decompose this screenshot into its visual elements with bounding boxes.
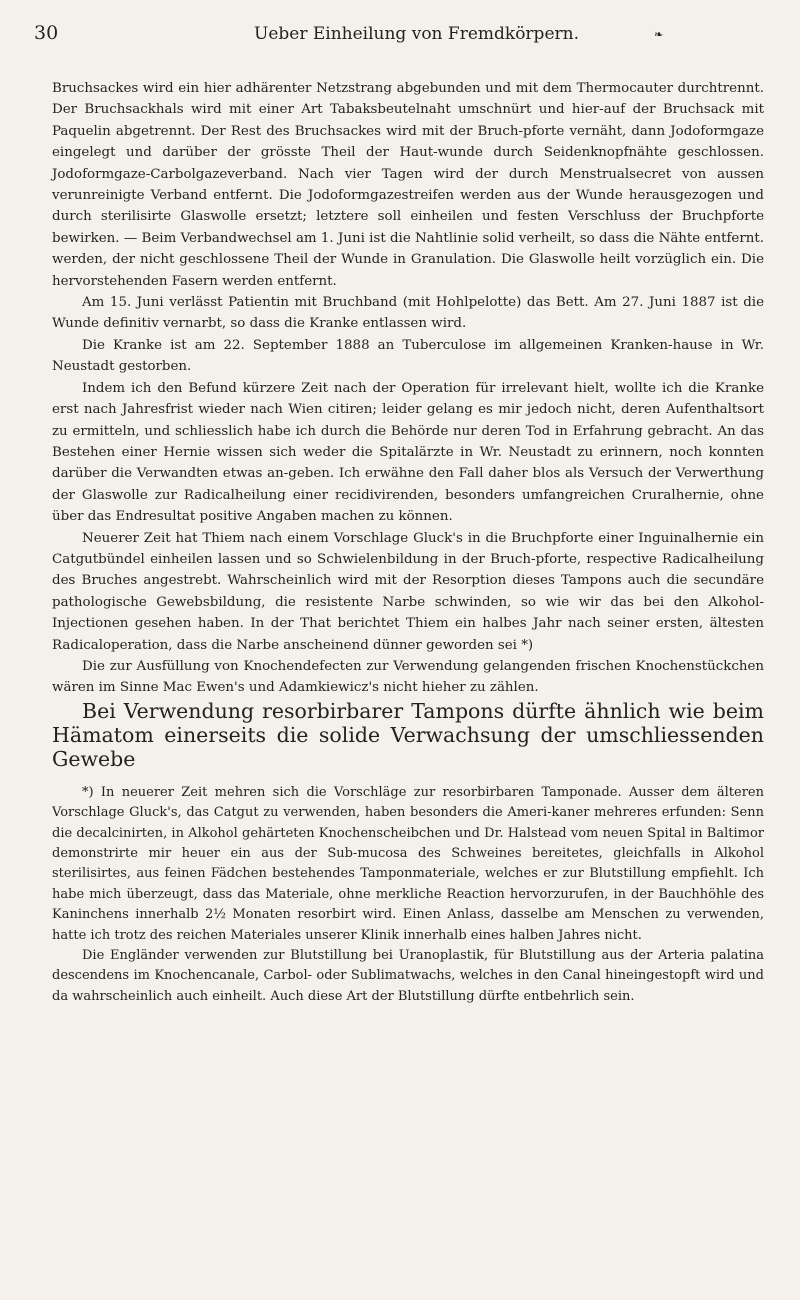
ornament-icon: ❧ xyxy=(654,28,664,41)
footnote: Die Engländer verwenden zur Blutstillung bei Uranoplastik, für Blutstillung aus der Arteria palatina descendens im Knochencanale, Carbol- oder Sublimatwachs, welches in den Canal hineingestopft wird und da wahrscheinlich auch einheilt. Auch diese Art der Blutstillung dürfte entbehrlich sein. xyxy=(52,948,764,1004)
paragraph: Die zur Ausfüllung von Knochendefecten zur Verwendung gelangenden frischen Knochenstückchen wären im Sinne Mac Ewen's und Adamkiewicz's nicht hieher zu zählen. xyxy=(52,658,764,696)
paragraph: Indem ich den Befund kürzere Zeit nach der Operation für irrelevant hielt, wollte ich die Kranke erst nach Jahresfrist wieder nach Wien citiren; leider gelang es mir jedoch nicht, deren Aufenthaltsort zu ermitteln, und schliesslich habe ich durch die Behörde nur deren Tod in Erfahrung gebracht. An das Bestehen einer Hernie wissen sich weder die Spitalärzte in Wr. Neustadt zu erinnern, noch konnten darüber die Verwandten etwas an-geben. Ich erwähne den Fall daher blos als Versuch der Verwerthung der Glaswolle zur Radicalheilung einer recidivirenden, besonders umfangreichen Cruralhernie, ohne über das Endresultat positive Angaben machen zu können. xyxy=(52,380,764,525)
paragraph: Am 15. Juni verlässt Patientin mit Bruchband (mit Hohlpelotte) das Bett. Am 27. Juni 1887 ist die Wunde definitiv vernarbt, so dass die Kranke entlassen wird. xyxy=(52,295,764,332)
large-type-paragraph: Bei Verwendung resorbirbarer Tampons dürfte ähnlich wie beim Hämatom einerseits die solide Verwachsung der umschliessenden Gewebe xyxy=(52,698,764,771)
footnote: *) In neuerer Zeit mehren sich die Vorschläge zur resorbirbaren Tamponade. Ausser dem älteren Vorschlage Gluck's, das Catgut zu verwenden, haben besonders die Ameri-kaner mehreres erfunden: Senn die decalcinirten, in Alkohol gehärteten Knochenscheibchen und Dr. Halstead vom neuen Spital in Baltimor demonstrirte mir heuer ein aus der Sub-mucosa des Schweines bereitetes, gleichfalls in Alkohol sterilisirtes, aus feinen Fädchen bestehendes Tamponmateriale, welches er zur Blutstillung empfiehlt. Ich habe mich überzeugt, dass das Materiale, ohne merkliche Reaction hervorzurufen, in der Bauchhöhle des Kaninchens innerhalb 2½ Monaten resorbirt wird. Einen Anlass, dasselbe am Menschen zu verwenden, hatte ich trotz des reichen Materiales unserer Klinik innerhalb eines halben Jahres nicht. xyxy=(52,784,764,943)
page-header xyxy=(34,22,754,52)
body-text xyxy=(52,78,764,1007)
paragraph: Bruchsackes wird ein hier adhärenter Netzstrang abgebunden und mit dem Thermocauter durchtrennt. Der Bruchsackhals wird mit einer Art Tabaksbeutelnaht umschnürt und hier-auf der Bruchsack mit Paquelin abgetrennt. Der Rest des Bruchsackes wird mit der Bruch-pforte vernäht, dann Jodoformgaze eingelegt und darüber der grösste Theil der Haut-wunde durch Seidenknopfnähte geschlossen. Jodoformgaze-Carbolgazeverband. Nach vier Tagen wird der durch Menstrualsecret von aussen verunreinigte Verband entfernt. Die Jodoformgazestreifen werden aus der Wunde herausgezogen und durch sterilisirte Glaswolle ersetzt; letztere soll einheilen und festen Verschluss der Bruchpforte bewirken. — Beim Verbandwechsel am 1. Juni ist die Nahtlinie solid verheilt, so dass die Nähte entfernt. werden, der nicht geschlossene Theil der Wunde in Granulation. Die Glaswolle heilt vorzüglich ein. Die hervorstehenden Fasern werden entfernt. xyxy=(52,81,764,289)
running-title: Ueber Einheilung von Fremdkörpern. xyxy=(254,24,579,44)
paragraph: Die Kranke ist am 22. September 1888 an Tuberculose im allgemeinen Kranken-hause in Wr. Neustadt gestorben. xyxy=(52,337,764,375)
paragraph: Neuerer Zeit hat Thiem nach einem Vorschlage Gluck's in die Bruchpforte einer Inguinalhernie ein Catgutbündel einheilen lassen und so Schwielenbildung in der Bruch-pforte, respective Radicalheilung des Bruches angestrebt. Wahrscheinlich wird mit der Resorption dieses Tampons auch die secundäre pathologische Gewebsbildung, die resistente Narbe schwinden, so wie wir das bei den Alkohol-Injectionen gesehen haben. In der That berichtet Thiem ein halbes Jahr nach seiner ersten, ältesten Radicaloperation, dass die Narbe anscheinend dünner geworden sei *) xyxy=(52,530,764,653)
footnote-block xyxy=(52,783,764,1007)
page-number: 30 xyxy=(34,22,59,44)
